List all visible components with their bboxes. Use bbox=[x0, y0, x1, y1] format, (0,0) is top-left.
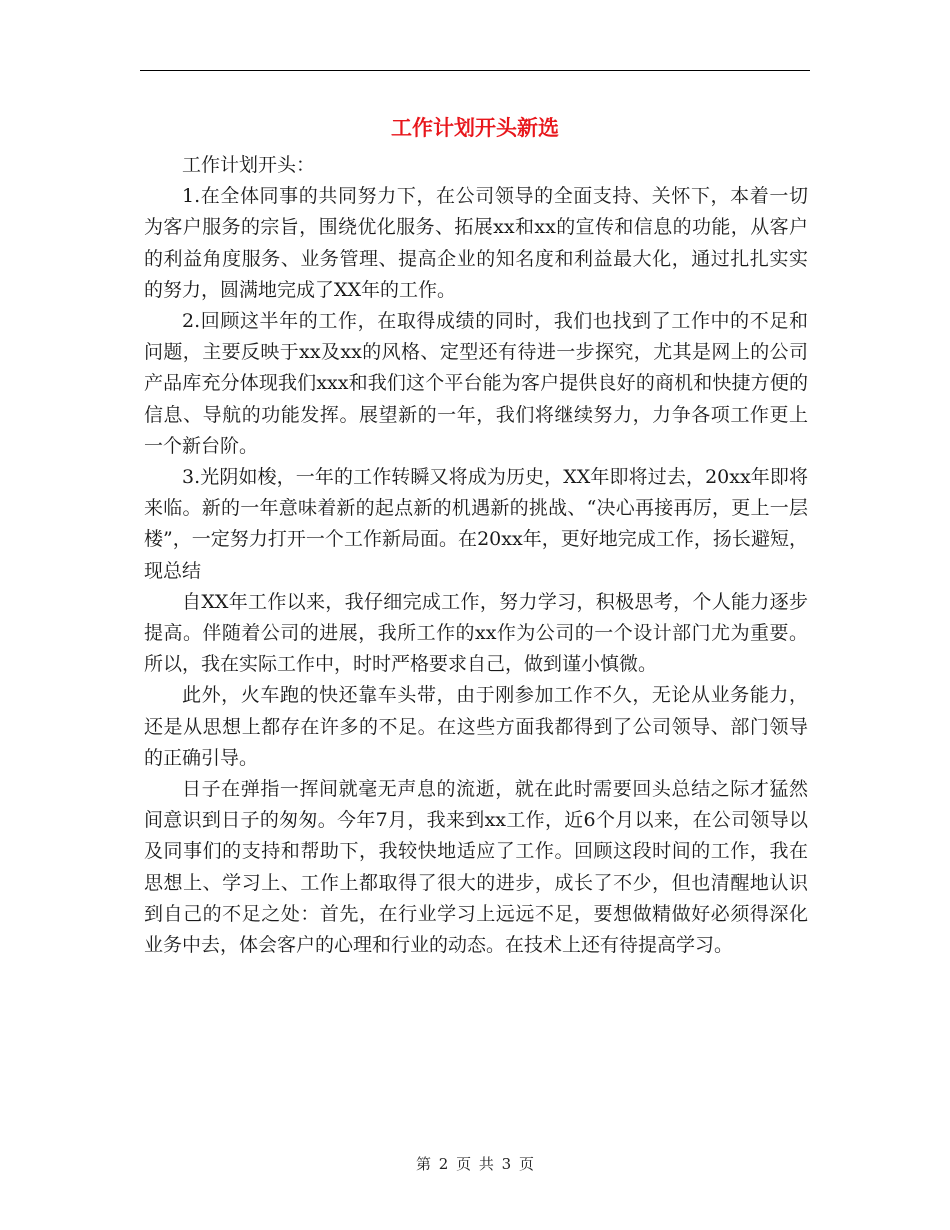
paragraph-6: 日子在弹指一挥间就毫无声息的流逝，就在此时需要回头总结之际才猛然间意识到日子的匆匆。今年7月，我来到xx工作，近6个月以来，在公司领导以及同事们的支持和帮助下，我较快地适应了工作。回顾这段时间的工作，我在思想上、学习上、工作上都取得了很大的进步，成长了不少，但也清醒地认识到自己的不足之处：首先，在行业学习上远远不足，要想做精做好必须得深化业务中去，体会客户的心理和行业的动态。在技术上还有待提高学习。 bbox=[144, 778, 808, 957]
paragraph-5: 此外，火车跑的快还靠车头带，由于刚参加工作不久，无论从业务能力，还是从思想上都存在许多的不足。在这些方面我都得到了公司领导、部门领导的正确引导。 bbox=[144, 684, 808, 769]
header-rule bbox=[140, 70, 810, 71]
paragraph-3: 3.光阴如梭，一年的工作转瞬又将成为历史，XX年即将过去，20xx年即将来临。新的一年意味着新的起点新的机遇新的挑战、“决心再接再厉，更上一层楼”，一定努力打开一个工作新局面。在20xx年，更好地完成工作，扬长避短，现总结 bbox=[144, 466, 808, 582]
paragraph-2: 2.回顾这半年的工作，在取得成绩的同时，我们也找到了工作中的不足和问题，主要反映于xx及xx的风格、定型还有待进一步探究，尤其是网上的公司产品库充分体现我们xxx和我们这个平台能为客户提供良好的商机和快捷方便的信息、导航的功能发挥。展望新的一年，我们将继续努力，力争各项工作更上一个新台阶。 bbox=[144, 310, 808, 457]
document-title: 工作计划开头新选 bbox=[391, 116, 559, 140]
page-number: 第 2 页 共 3 页 bbox=[416, 1155, 534, 1173]
paragraph-1: 1.在全体同事的共同努力下，在公司领导的全面支持、关怀下，本着一切为客户服务的宗旨，围绕优化服务、拓展xx和xx的宣传和信息的功能，从客户的利益角度服务、业务管理、提高企业的知名度和利益最大化，通过扎扎实实的努力，圆满地完成了XX年的工作。 bbox=[144, 185, 808, 301]
paragraph-intro: 工作计划开头： bbox=[182, 154, 316, 176]
document-body bbox=[144, 150, 808, 961]
paragraph-4: 自XX年工作以来，我仔细完成工作，努力学习，积极思考，个人能力逐步提高。伴随着公司的进展，我所工作的xx作为公司的一个设计部门尤为重要。所以，我在实际工作中，时时严格要求自己，做到谨小慎微。 bbox=[144, 590, 808, 676]
